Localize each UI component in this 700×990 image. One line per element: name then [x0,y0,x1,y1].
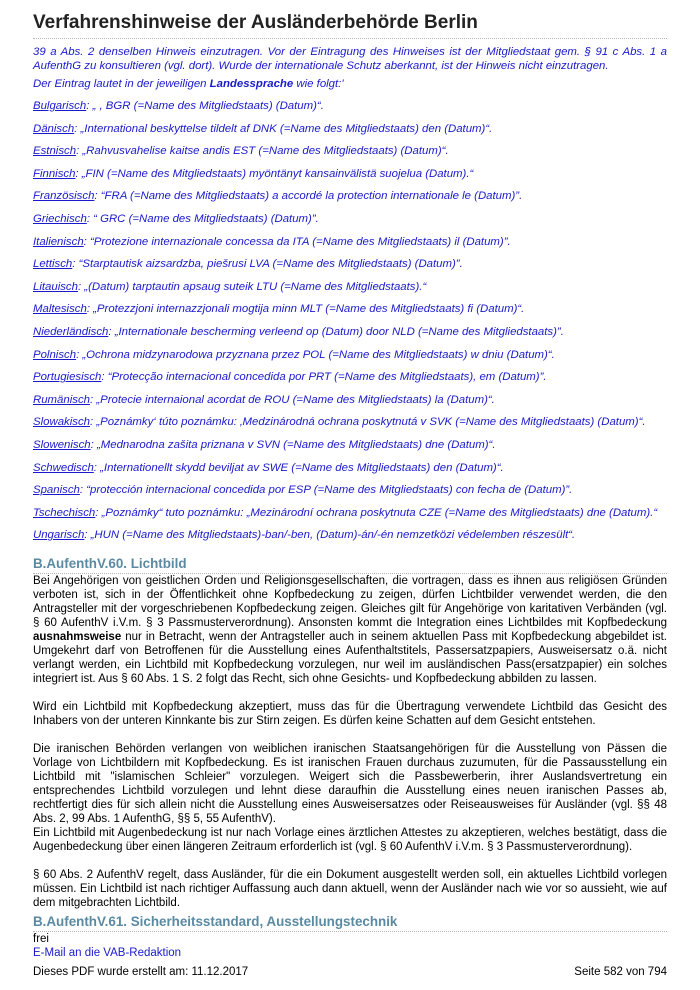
intro-lead-before: Der Eintrag lautet in der jeweiligen [33,78,210,90]
language-entry [33,506,667,529]
language-name-link[interactable]: Rumänisch [33,393,90,406]
language-entry [33,99,667,122]
paragraph-1 [33,574,667,686]
paragraph-4: Ein Lichtbild mit Augenbedeckung ist nur nach Vorlage eines ärztlichen Attestes zu akzeptieren, welches bestätigt, dass die Augenbedeckung über einen längeren Zeitraum erforderlich ist (vgl. § 60 AufenthV i.V.m. § 3 Passmusterverordnung). [33,826,667,853]
language-entry-text: : “Protecção internacional concedida por PRT (=Name des Mitgliedstaats), em (Datum)”. [101,371,547,384]
page-footer [33,965,667,979]
language-name-link[interactable]: Italienisch [33,235,84,248]
language-entry-text: : “ GRC (=Name des Mitgliedstaats) (Datum)”. [86,212,319,225]
language-name-link[interactable]: Bulgarisch [33,100,87,112]
intro-lead-bold: Landessprache [209,78,294,90]
language-entry [33,528,667,551]
language-entry-text: : „Poznámky“ tuto poznámku: „Mezinárodní ochrana poskytnuta CZE (=Name des Mitgliedstaats) dne (Datum).“ [95,506,658,519]
language-name-link[interactable]: Maltesisch [33,303,87,316]
intro-continuation: 39 a Abs. 2 denselben Hinweis einzutragen. Vor der Eintragung des Hinweises ist der Mitgliedstaat gem. § 91 c Abs. 1 a AufenthG zu konsultieren (vgl. dort). Wurde der internationale Schutz aberkannt, ist der Hinweis nicht einzutragen. [33,46,667,72]
paragraph-3: Die iranischen Behörden verlangen von weiblichen iranischen Staatsangehörigen für die Ausstellung von Pässen die Vorlage von Lichtbildern mit Kopfbedeckung. Es ist iranischen Frauen durchaus zuzumuten, für die Passausstellung ein Lichtbild mit "islamischen Schleier" vorzulegen. Weigert sich die Passbewerberin, ihrer Auslandsvertretung ein entsprechendes Lichtbild vorzulegen und lehnt diese daraufhin die Ausstellung eines neuen iranischen Passes ab, rechtfertigt dies für sich allein nicht die Ausstellung eines Ausweisersatzes oder Reiseausweises für Ausländer (vgl. §§ 48 Abs. 2, 99 Abs. 1 AufenthG, §§ 5, 55 AufenthV). [33,742,667,825]
language-name-link[interactable]: Finnisch [33,167,76,180]
paragraph-1-before: Bei Angehörigen von geistlichen Orden und Religionsgesellschaften, die vortragen, dass es ihnen aus religiösen Gründen verboten ist, sich in der Öffentlichkeit ohne Kopfbedeckung zu zeigen, dürfen Lichtbilder verwendet werden, die den Antragsteller mit der vorgeschriebenen Kopfbedeckung zeigen. Gleiches gilt für Angehörige von karitativen Verbänden (vgl. § 60 AufenthV i.V.m. § 3 Passmusterverordnung). Ansonsten kommt die Integration eines Lichtbildes mit Kopfbedeckung [33,574,667,629]
language-name-link[interactable]: Estnisch [33,145,77,158]
email-link[interactable]: E-Mail an die VAB-Redaktion [33,946,182,959]
language-entry [33,415,667,438]
language-entry-text: : „Protecie internaional acordat de ROU (=Name des Mitgliedstaats) la (Datum)“. [89,393,495,406]
language-entry-text: : „FIN (=Name des Mitgliedstaats) myöntänyt kansainvälistä suojelua (Datum).“ [75,167,474,180]
language-entry [33,167,667,190]
language-entry-text: : „(Datum) tarptautin apsaug suteik LTU (=Name des Mitgliedstaats).“ [77,280,427,293]
language-name-link[interactable]: Polnisch [33,348,77,361]
language-entry [33,348,667,371]
language-name-link[interactable]: Lettisch [33,258,73,271]
language-name-link[interactable]: Slowakisch [33,416,90,429]
language-entry [33,235,667,258]
section-heading-lichtbild: B.AufenthV.60. Lichtbild [33,555,667,574]
language-entry-text: : „Ochrona midzynarodowa przyznana przez POL (=Name des Mitgliedstaats) w dniu (Datum)“. [76,348,555,361]
language-entry [33,280,667,303]
language-name-link[interactable]: Spanisch [33,484,80,497]
language-entry [33,393,667,416]
language-name-link[interactable]: Portugiesisch [33,371,102,384]
language-entry-text: : “Protezione internazionale concessa da ITA (=Name des Mitgliedstaats) il (Datum)”. [83,235,511,248]
language-entry [33,370,667,393]
intro-lead [33,77,667,91]
language-name-link[interactable]: Griechisch [33,212,87,225]
paragraph-5: § 60 Abs. 2 AufenthV regelt, dass Ausländer, für die ein Dokument ausgestellt werden soll, ein aktuelles Lichtbild vorlegen müssen. Ein Lichtbild ist nach richtiger Auffassung auch dann aktuell, wenn der Ausländer nach wie vor so aussieht, wie auf dem mitgebrachten Lichtbild. [33,868,667,909]
language-entry-text: : „Rahvusvahelise kaitse andis EST (=Name des Mitgliedstaats) (Datum)“. [76,145,449,158]
language-name-link[interactable]: Tschechisch [33,506,96,519]
page-title: Verfahrenshinweise der Ausländerbehörde Berlin [33,0,667,39]
paragraph-1-after: nur in Betracht, wenn der Antragsteller auch in seinem aktuellen Pass mit Kopfbedeckung abgebildet ist. Umgekehrt darf von Betroffenen für die Ausstellung eines Aufenthaltstitels, Passersatzpapiers, Ausweisersatz o.ä. nicht verlangt werden, ein Lichtbild mit Kopfbedeckung vorzulegen, nur weil im ausländischen Pass(ersatzpapier) ein solches integriert ist. Aus § 60 Abs. 1 S. 2 folgt das Recht, sich ohne Gesichts- und Kopfbedeckung abbilden zu lassen. [33,630,667,685]
section-text-frei: frei [33,932,49,945]
language-entry [33,302,667,325]
language-entry-text: : „Internationellt skydd beviljat av SWE (=Name des Mitgliedstaats) den (Datum)“. [93,461,504,474]
language-entry [33,212,667,235]
language-entry-text: : “protección internacional concedida por ESP (=Name des Mitgliedstaats) con fecha de (Datum)”. [79,484,573,497]
paragraph-1-bold: ausnahmsweise [33,630,122,643]
footer-page-number: Seite 582 von 794 [574,966,667,978]
language-name-link[interactable]: Niederländisch [33,325,109,338]
section-heading-sicherheitsstandard: B.AufenthV.61. Sicherheitsstandard, Ausstellungstechnik [33,913,667,932]
language-name-link[interactable]: Litauisch [33,280,78,293]
language-entry-text: : „HUN (=Name des Mitgliedstaats)-ban/-ben, (Datum)-án/-én nemzetközi védelemben részesült“. [84,529,576,542]
language-entry-text: : „Protezzjoni internazzjonali mogtija minn MLT (=Name des Mitgliedstaats) fi (Datum)“. [86,303,525,316]
language-name-link[interactable]: Slowenisch [33,438,91,451]
language-entry-text: : „International beskyttelse tildelt af DNK (=Name des Mitgliedstaats) den (Datum)“. [74,122,493,135]
language-entry-text: : „Mednarodna zašita priznana v SVN (=Name des Mitgliedstaats) dne (Datum)“. [90,438,496,451]
language-name-link[interactable]: Schwedisch [33,461,94,474]
intro-lead-after: wie folgt:' [293,78,344,90]
language-entry [33,144,667,167]
language-name-link[interactable]: Französisch [33,190,95,203]
language-entry-text: : “FRA (=Name des Mitgliedstaats) a accordé la protection internationale le (Datum)”. [94,190,523,203]
language-entry-text: : „Poznámky‘ túto poznámku: ‚Medzinárodná ochrana poskytnutá v SVK (=Name des Mitgliedstaats) (Datum)“. [89,416,646,429]
footer-created-date: Dieses PDF wurde erstellt am: 11.12.2017 [33,966,249,978]
language-entry [33,438,667,461]
paragraph-2: Wird ein Lichtbild mit Kopfbedeckung akzeptiert, muss das für die Übertragung verwendete Lichtbild das Gesicht des Inhabers von der unteren Kinnkante bis zur Stirn zeigen. Es dürfen keine Schatten auf dem Gesicht entstehen. [33,700,667,727]
language-entry [33,122,667,145]
language-list [33,99,667,551]
language-entry-text: : „ , BGR (=Name des Mitgliedstaats) (Datum)“. [86,100,324,112]
language-entry [33,461,667,484]
language-entry [33,189,667,212]
language-entry-text: : „Internationale bescherming verleend op (Datum) door NLD (=Name des Mitgliedstaats)”. [108,325,564,338]
language-entry [33,325,667,348]
language-entry [33,257,667,280]
language-name-link[interactable]: Dänisch [33,122,75,135]
language-name-link[interactable]: Ungarisch [33,529,85,542]
language-entry [33,483,667,506]
language-entry-text: : “Starptautisk aizsardzba, piešrusi LVA (=Name des Mitgliedstaats) (Datum)”. [72,258,463,271]
